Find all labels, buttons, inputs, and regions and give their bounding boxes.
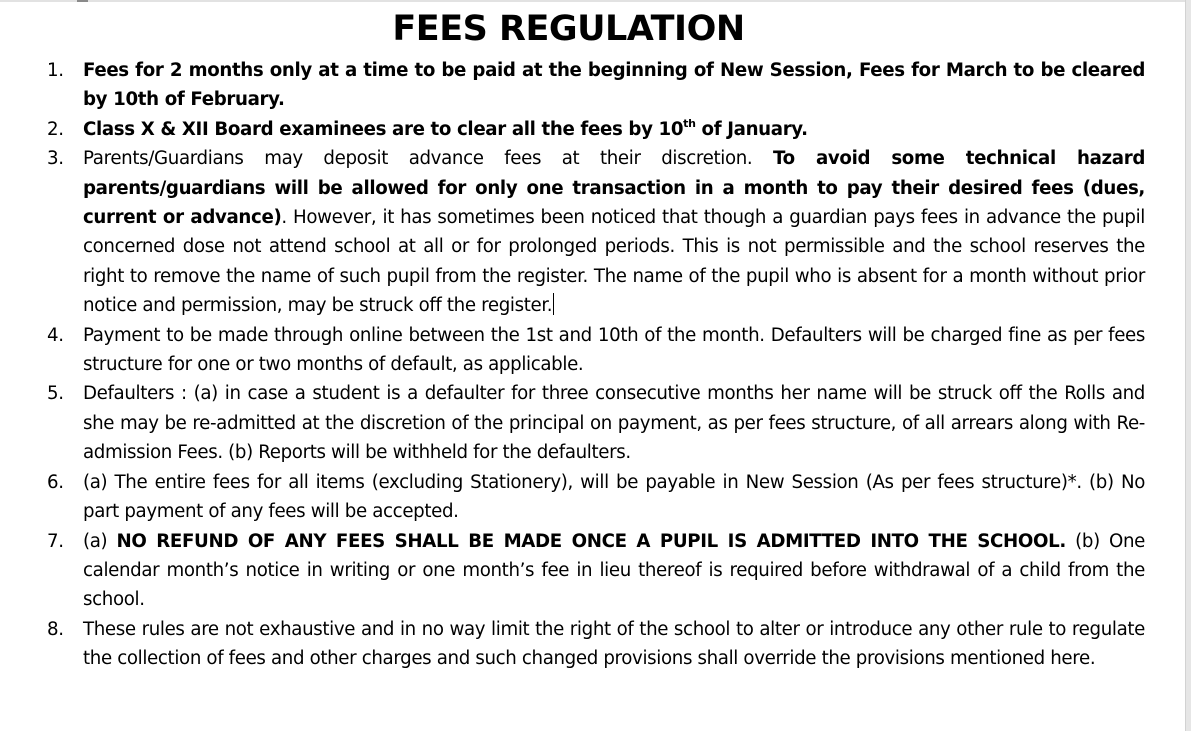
rule-item-7 bbox=[47, 527, 1145, 615]
rule-number: 6. bbox=[47, 471, 64, 493]
rule-text-bold: NO REFUND OF ANY FEES SHALL BE MADE ONCE A PUPIL IS ADMITTED INTO THE SCHOOL. bbox=[116, 530, 1066, 552]
rule-number: 8. bbox=[47, 618, 64, 640]
rule-item-2 bbox=[47, 115, 1145, 144]
rule-number: 5. bbox=[47, 383, 64, 405]
rule-text: Class X & XII Board examinees are to clear all the fees by 10 bbox=[83, 118, 684, 140]
rule-number: 2. bbox=[47, 118, 64, 140]
text-cursor bbox=[553, 293, 554, 315]
rule-item-4 bbox=[47, 321, 1145, 380]
rule-text: (a) The entire fees for all items (excluding Stationery), will be payable in New Session (As per fees structure)*. (b) No part payment of any fees will be accepted. bbox=[83, 471, 1145, 523]
rule-item-6 bbox=[47, 468, 1145, 527]
fees-rules-list bbox=[47, 56, 1145, 674]
rule-item-5 bbox=[47, 379, 1145, 467]
rule-text: These rules are not exhaustive and in no way limit the right of the school to alter or introduce any other rule to regulate the collection of fees and other charges and such changed provisions shall override the provisions mentioned here. bbox=[83, 618, 1145, 670]
ordinal-superscript: th bbox=[683, 116, 696, 130]
rule-number: 7. bbox=[47, 530, 64, 552]
rule-text: Defaulters : (a) in case a student is a defaulter for three consecutive months her name will be struck off the Rolls and she may be re-admitted at the discretion of the principal on payment, as per fees structure, of all arrears along with Re- admission Fees. (b) Reports will be withheld for the defaulters. bbox=[83, 383, 1145, 464]
rule-text: of January. bbox=[695, 118, 808, 140]
rule-item-3 bbox=[47, 144, 1145, 320]
rule-item-1 bbox=[47, 56, 1145, 115]
rule-text-bold: To avoid some technical hazard parents/guardians will be allowed for only one transaction in a month to pay their desired fees (dues, current or advance) bbox=[83, 148, 1145, 229]
rule-text: Fees for 2 months only at a time to be paid at the beginning of New Session, Fees for March to be cleared by 10th of February. bbox=[83, 60, 1145, 111]
rule-text: Parents/Guardians may deposit advance fees at their discretion. bbox=[83, 148, 774, 170]
document-title: FEES REGULATION bbox=[392, 9, 745, 49]
rule-number: 4. bbox=[47, 324, 64, 346]
rule-number: 1. bbox=[47, 60, 64, 81]
rule-item-8 bbox=[47, 615, 1145, 674]
rule-text: Payment to be made through online between the 1st and 10th of the month. Defaulters will be charged fine as per fees structure for one or two months of default, as applicable. bbox=[83, 324, 1145, 376]
rule-text: (a) bbox=[83, 530, 117, 552]
rule-number: 3. bbox=[47, 148, 64, 170]
rule-text: . However, it has sometimes been noticed that though a guardian pays fees in advance the pupil concerned dose not attend school at all or for prolonged periods. This is not permissible and the school reserves the right to remove the name of such pupil from the register. The name of the pupil who is absent for a month without prior notice and permission, may be struck off the register. bbox=[83, 207, 1146, 317]
rule-text: (b) One calendar month’s notice in writing or one month’s fee in lieu thereof is required before withdrawal of a child from the school. bbox=[83, 530, 1146, 611]
